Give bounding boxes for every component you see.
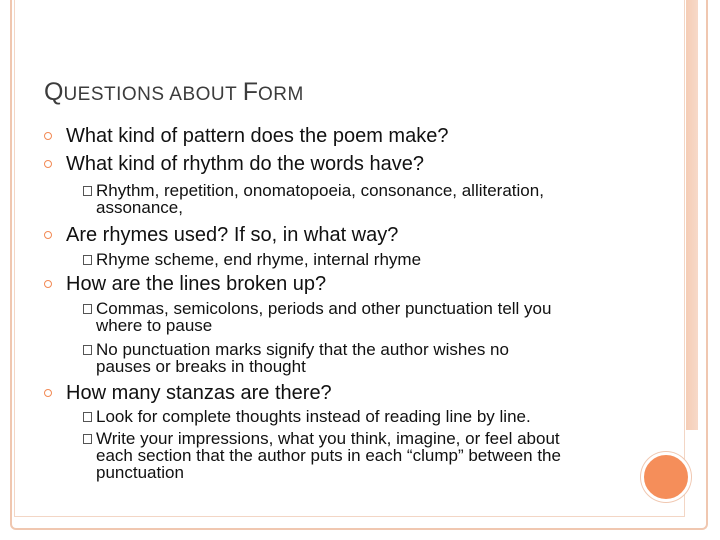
sub-bullet-box-icon	[83, 304, 92, 314]
bullet-text: How are the lines broken up?	[66, 273, 327, 295]
sub-bullet-line: each section that the author puts in each “clump” between the	[96, 446, 561, 465]
sub-bullet-line: Look for complete thoughts instead of reading line by line.	[96, 407, 531, 426]
sub-bullet-box-icon	[83, 434, 92, 444]
bullet-circle-icon	[44, 280, 52, 288]
sub-bullet-box-icon	[83, 345, 92, 355]
sub-bullet-line: punctuation	[96, 463, 184, 482]
title-word-part: UESTIONS ABOUT	[63, 84, 243, 105]
sub-bullet-line: Rhythm, repetition, onomatopoeia, consonance, alliteration,	[96, 181, 544, 200]
sub-bullet-text	[96, 408, 531, 425]
sub-bullet-text	[96, 341, 509, 375]
sub-bullet-line: where to pause	[96, 316, 213, 335]
bullet-text: What kind of rhythm do the words have?	[66, 153, 424, 175]
bullet-circle-icon	[44, 160, 52, 168]
sub-bullet-line: Rhyme scheme, end rhyme, internal rhyme	[96, 250, 422, 269]
sub-bullet-box-icon	[83, 186, 92, 196]
sub-bullet-line: Commas, semicolons, periods and other punctuation tell you	[96, 299, 552, 318]
sub-bullet-text	[96, 430, 561, 481]
bullet-circle-icon	[44, 231, 52, 239]
sub-bullet-line: No punctuation marks signify that the author wishes no	[96, 340, 509, 359]
sub-bullet-text	[96, 251, 421, 268]
sub-bullet-box-icon	[83, 255, 92, 265]
sub-bullet-box-icon	[83, 412, 92, 422]
bullet-circle-icon	[44, 132, 52, 140]
bullet-text: What kind of pattern does the poem make?	[66, 125, 449, 147]
sub-bullet-line: Write your impressions, what you think, imagine, or feel about	[96, 429, 560, 448]
bullet-text: Are rhymes used? If so, in what way?	[66, 224, 399, 246]
sub-bullet-text	[96, 300, 551, 334]
title-initial-q: Q	[44, 78, 64, 106]
title-word-part-2: ORM	[257, 84, 304, 105]
sub-bullet-line: assonance,	[96, 198, 183, 217]
bullet-text: How many stanzas are there?	[66, 382, 332, 404]
title-initial-f: F	[242, 78, 258, 106]
sub-bullet-line: pauses or breaks in thought	[96, 357, 306, 376]
sub-bullet-text	[96, 182, 544, 216]
bullet-circle-icon	[44, 389, 52, 397]
